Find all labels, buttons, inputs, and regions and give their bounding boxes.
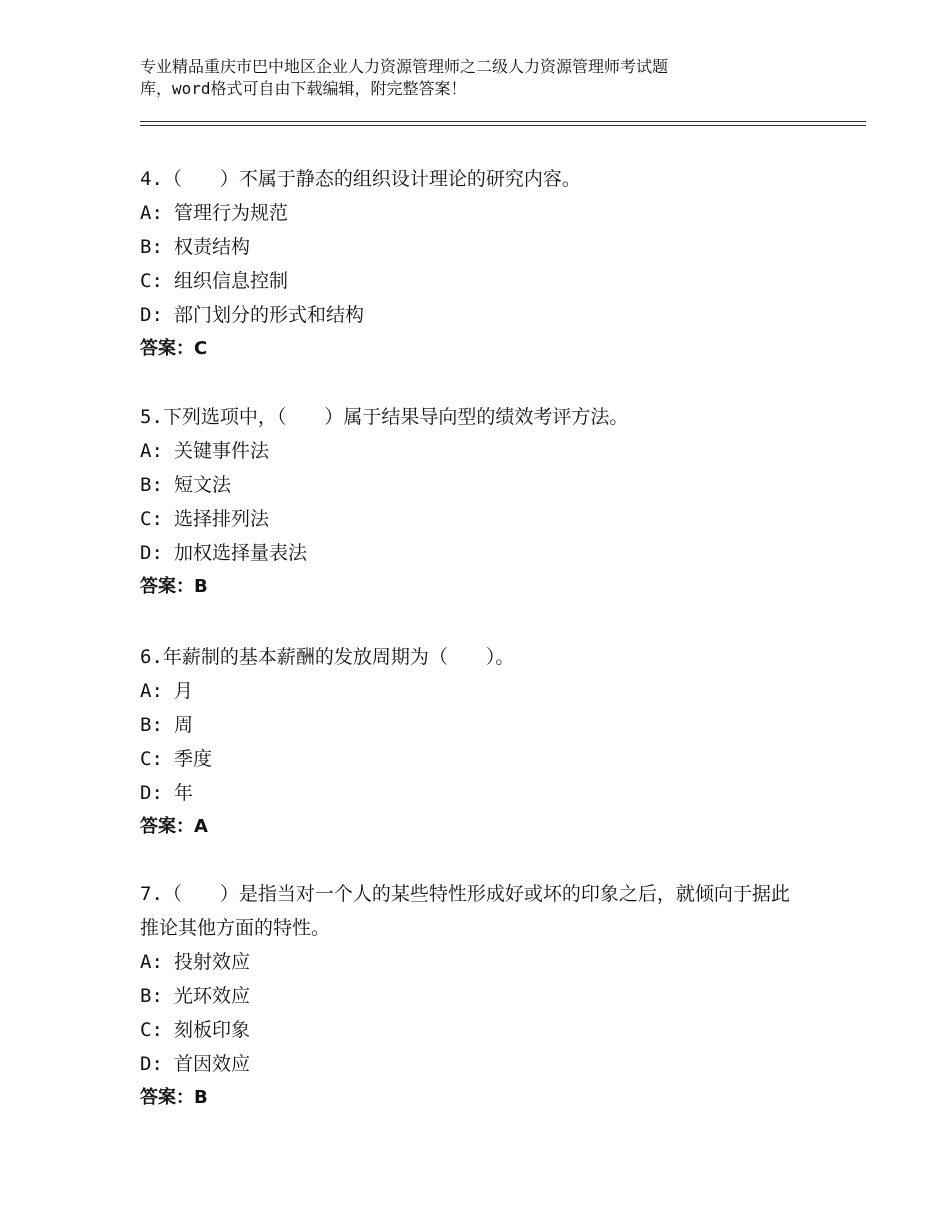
- option-text: 关键事件法: [174, 440, 270, 462]
- option-text: 季度: [174, 748, 213, 770]
- option-d: [140, 776, 820, 810]
- option-c: [140, 264, 820, 298]
- option-c: [140, 1013, 800, 1047]
- header-divider-top: [140, 121, 866, 122]
- question-stem: 4.（ ）不属于静态的组织设计理论的研究内容。: [140, 168, 581, 190]
- answer: 答案：A: [140, 816, 208, 837]
- option-text: 刻板印象: [174, 1019, 251, 1041]
- option-letter: D:: [140, 304, 163, 326]
- option-b: [140, 708, 820, 742]
- option-letter: C:: [140, 270, 163, 292]
- option-text: 周: [174, 714, 194, 736]
- option-letter: B:: [140, 985, 163, 1007]
- option-text: 年: [174, 782, 194, 804]
- question-stem: 5.下列选项中，（ ）属于结果导向型的绩效考评方法。: [140, 406, 629, 428]
- option-letter: D:: [140, 1053, 163, 1075]
- option-text: 选择排列法: [174, 508, 270, 530]
- option-c: [140, 502, 820, 536]
- header-line-1: 专业精品重庆市巴中地区企业人力资源管理师之二级人力资源管理师考试题: [140, 57, 669, 76]
- option-a: [140, 434, 820, 468]
- option-d: [140, 298, 820, 332]
- option-letter: D:: [140, 782, 163, 804]
- option-text: 首因效应: [174, 1053, 251, 1075]
- option-b: [140, 979, 800, 1013]
- question-5: [140, 400, 820, 604]
- option-letter: B:: [140, 236, 163, 258]
- option-c: [140, 742, 820, 776]
- option-text: 投射效应: [174, 951, 251, 973]
- option-text: 权责结构: [174, 236, 251, 258]
- header-line-2: 库，word格式可自由下载编辑，附完整答案！: [140, 79, 467, 98]
- option-text: 短文法: [174, 474, 232, 496]
- option-letter: B:: [140, 714, 163, 736]
- question-stem: 7.（ ）是指当对一个人的某些特性形成好或坏的印象之后，就倾向于据此推论其他方面的特性。: [140, 883, 790, 939]
- question-4: [140, 162, 820, 366]
- option-a: [140, 945, 800, 979]
- option-text: 管理行为规范: [174, 202, 289, 224]
- header-divider-bottom: [140, 125, 866, 126]
- option-letter: D:: [140, 542, 163, 564]
- option-text: 光环效应: [174, 985, 251, 1007]
- option-text: 加权选择量表法: [174, 542, 308, 564]
- question-6: [140, 640, 820, 844]
- option-a: [140, 196, 820, 230]
- answer: 答案：C: [140, 338, 208, 359]
- option-letter: C:: [140, 508, 163, 530]
- option-letter: A:: [140, 680, 163, 702]
- option-a: [140, 674, 820, 708]
- question-stem: 6.年薪制的基本薪酬的发放周期为（ ）。: [140, 646, 515, 668]
- option-letter: A:: [140, 202, 163, 224]
- option-letter: C:: [140, 748, 163, 770]
- option-b: [140, 468, 820, 502]
- option-letter: A:: [140, 951, 163, 973]
- answer: 答案：B: [140, 1087, 208, 1108]
- option-text: 部门划分的形式和结构: [174, 304, 365, 326]
- option-d: [140, 536, 820, 570]
- option-letter: A:: [140, 440, 163, 462]
- option-text: 组织信息控制: [174, 270, 289, 292]
- option-letter: B:: [140, 474, 163, 496]
- option-letter: C:: [140, 1019, 163, 1041]
- answer: 答案：B: [140, 576, 208, 597]
- document-header: [140, 56, 800, 100]
- question-7: [140, 877, 800, 1115]
- option-b: [140, 230, 820, 264]
- option-text: 月: [174, 680, 194, 702]
- option-d: [140, 1047, 800, 1081]
